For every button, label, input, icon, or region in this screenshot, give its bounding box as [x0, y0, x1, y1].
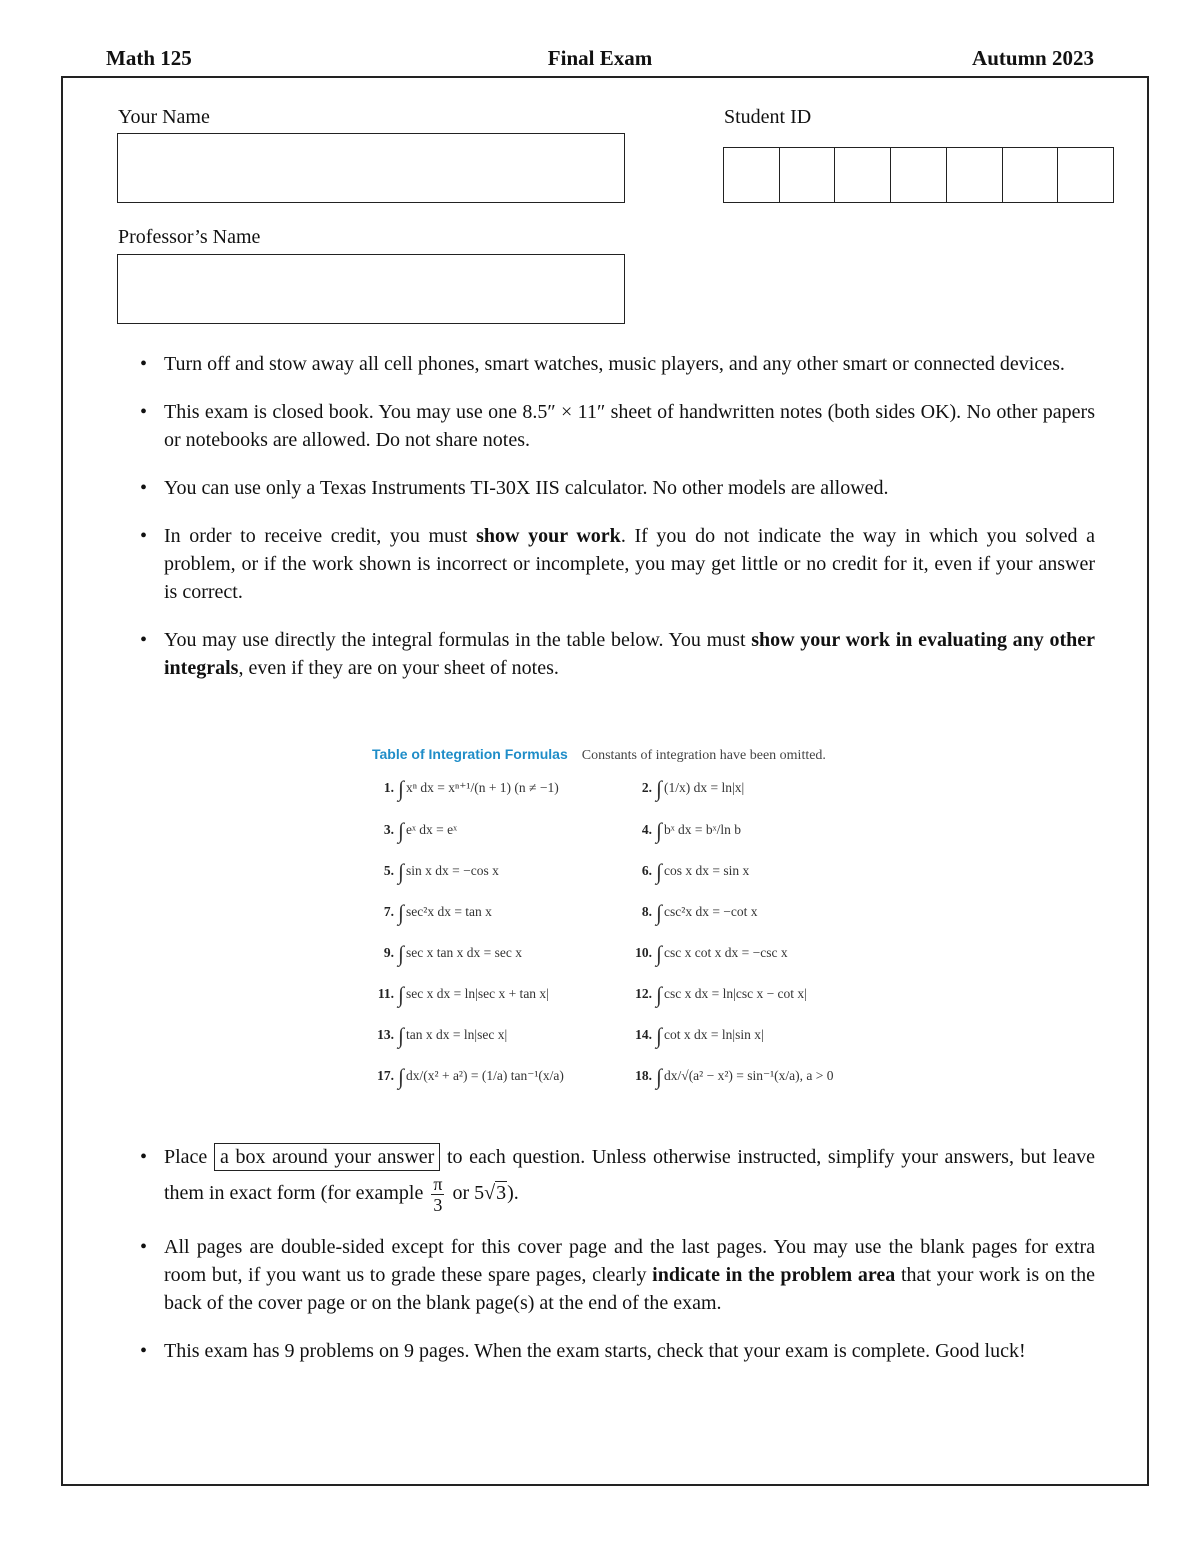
instructions-list-top: [140, 350, 1095, 682]
student-id-cell[interactable]: [779, 148, 835, 202]
formula-number: 1.: [383, 780, 394, 795]
student-id-cell[interactable]: [1057, 148, 1113, 202]
integral-formula-3: [366, 818, 457, 844]
bullet-icon: •: [140, 353, 148, 375]
integral-formula-1: [366, 776, 559, 802]
formula-number: 11.: [377, 986, 394, 1001]
instruction-calculator: • You can use only a Texas Instruments TI-30X IIS calculator. No other models are allowed.: [140, 474, 1095, 502]
integral-formula-4: [624, 818, 741, 844]
integral-formula-10: [624, 941, 788, 967]
formula-text: csc x cot x dx = −csc x: [664, 945, 788, 960]
course-label: Math 125: [106, 46, 192, 70]
formula-text: eˣ dx = eˣ: [406, 822, 458, 837]
integral-formula-5: [366, 859, 499, 885]
integral-formula-11: [366, 982, 549, 1008]
integral-formula-6: [624, 859, 749, 885]
formula-number: 3.: [383, 822, 394, 837]
instruction-show-work: • In order to receive credit, you must show your work. If you do not indicate the way in which you solved a problem, or if the work shown is incorrect or incomplete, you may get little or no credit for it, even if your answer is correct.: [140, 522, 1095, 606]
bullet-icon: •: [140, 401, 148, 423]
formula-text: sec x dx = ln|sec x + tan x|: [406, 986, 549, 1001]
integral-sign-icon: ∫: [656, 776, 663, 801]
student-id-cell[interactable]: [1002, 148, 1058, 202]
integral-formula-7: [366, 900, 492, 926]
student-id-field[interactable]: [723, 147, 1114, 203]
integral-formula-18: [624, 1064, 834, 1090]
professor-name-field[interactable]: [117, 254, 625, 324]
formula-number: 6.: [641, 863, 652, 878]
integral-formula-12: [624, 982, 807, 1008]
integral-sign-icon: ∫: [656, 1023, 663, 1048]
formula-number: 10.: [635, 945, 652, 960]
table-title: Table of Integration Formulas: [372, 746, 568, 762]
student-id-label: Student ID: [724, 106, 812, 128]
integral-sign-icon: ∫: [656, 941, 663, 966]
formula-text: sec²x dx = tan x: [406, 904, 492, 919]
student-id-cell[interactable]: [724, 148, 779, 202]
integral-sign-icon: ∫: [398, 900, 405, 925]
integral-sign-icon: ∫: [656, 900, 663, 925]
formula-number: 7.: [383, 904, 394, 919]
formula-number: 14.: [635, 1027, 652, 1042]
instruction-page-count: • This exam has 9 problems on 9 pages. When the exam starts, check that your exam is complete. Good luck!: [140, 1337, 1095, 1365]
student-id-cell[interactable]: [834, 148, 890, 202]
formula-number: 8.: [641, 904, 652, 919]
integral-formula-8: [624, 900, 758, 926]
table-subtitle: Constants of integration have been omitted.: [581, 748, 826, 763]
formula-text: xⁿ dx = xⁿ⁺¹/(n + 1) (n ≠ −1): [406, 780, 559, 795]
formula-text: csc²x dx = −cot x: [664, 904, 758, 919]
formula-text: dx/√(a² − x²) = sin⁻¹(x/a), a > 0: [664, 1068, 834, 1083]
integral-formula-2: [624, 776, 744, 802]
formula-text: csc x dx = ln|csc x − cot x|: [664, 986, 807, 1001]
instruction-integral-formulas: • You may use directly the integral formulas in the table below. You must show your work in evaluating any other integrals, even if they are on your sheet of notes.: [140, 626, 1095, 682]
bullet-icon: •: [140, 477, 148, 499]
formula-number: 5.: [383, 863, 394, 878]
formula-number: 9.: [383, 945, 394, 960]
bullet-icon: •: [140, 1236, 148, 1258]
instruction-devices: • Turn off and stow away all cell phones, smart watches, music players, and any other smart or connected devices.: [140, 350, 1095, 378]
formula-number: 4.: [641, 822, 652, 837]
bullet-icon: •: [140, 525, 148, 547]
bullet-icon: •: [140, 1340, 148, 1362]
formula-number: 12.: [635, 986, 652, 1001]
formula-number: 13.: [377, 1027, 394, 1042]
formula-number: 2.: [641, 780, 652, 795]
student-id-cell[interactable]: [946, 148, 1002, 202]
integral-sign-icon: ∫: [398, 982, 405, 1007]
formula-text: cot x dx = ln|sin x|: [664, 1027, 764, 1042]
exam-title: Final Exam: [547, 46, 653, 70]
formula-text: cos x dx = sin x: [664, 863, 750, 878]
your-name-field[interactable]: [117, 133, 625, 203]
formula-text: bˣ dx = bˣ/ln b: [664, 822, 741, 837]
integral-sign-icon: ∫: [656, 982, 663, 1007]
your-name-label: Your Name: [118, 106, 210, 128]
integral-sign-icon: ∫: [656, 818, 663, 843]
integral-sign-icon: ∫: [398, 1023, 405, 1048]
integral-sign-icon: ∫: [398, 859, 405, 884]
formula-text: sin x dx = −cos x: [406, 863, 499, 878]
bullet-icon: •: [140, 629, 148, 651]
pi-over-3-fraction: $\frac{\pi}{3}$: [433, 1174, 443, 1215]
integral-sign-icon: ∫: [398, 776, 405, 801]
instructions-list-bottom: [140, 1140, 1095, 1365]
integration-formula-table: [362, 738, 892, 1104]
formula-text: dx/(x² + a²) = (1/a) tan⁻¹(x/a): [406, 1068, 564, 1083]
sqrt-3-expression: √3: [484, 1182, 507, 1205]
integral-sign-icon: ∫: [656, 859, 663, 884]
integral-sign-icon: ∫: [398, 941, 405, 966]
bullet-icon: •: [140, 1146, 148, 1168]
instruction-blank-pages: • All pages are double-sided except for this cover page and the last pages. You may use the blank pages for extra room but, if you want us to grade these spare pages, clearly indicate in the problem area that your work is on the back of the cover page or on the blank page(s) at the end of the exam.: [140, 1233, 1095, 1317]
formula-text: sec x tan x dx = sec x: [406, 945, 522, 960]
integral-sign-icon: ∫: [656, 1064, 663, 1089]
integral-formula-13: [366, 1023, 507, 1049]
boxed-answer-example: a box around your answer: [214, 1143, 440, 1171]
term-label: Autumn 2023: [972, 46, 1094, 70]
integral-sign-icon: ∫: [398, 1064, 405, 1089]
formula-number: 17.: [377, 1068, 394, 1083]
instruction-box-answer: • Place a box around your answer to each question. Unless otherwise instructed, simplify your answers, but leave them in exact form (for example $\frac{\pi}{3}$ or 5√3).: [140, 1140, 1095, 1215]
instruction-notes: • This exam is closed book. You may use one 8.5″ × 11″ sheet of handwritten notes (both sides OK). No other papers or notebooks are allowed. Do not share notes.: [140, 398, 1095, 454]
integral-formula-9: [366, 941, 522, 967]
student-id-cell[interactable]: [890, 148, 946, 202]
integral-sign-icon: ∫: [398, 818, 405, 843]
professor-name-label: Professor’s Name: [118, 226, 261, 248]
formula-text: (1/x) dx = ln|x|: [664, 780, 745, 795]
formula-number: 18.: [635, 1068, 652, 1083]
formula-text: tan x dx = ln|sec x|: [406, 1027, 508, 1042]
integral-formula-14: [624, 1023, 764, 1049]
integral-formula-17: [366, 1064, 564, 1090]
